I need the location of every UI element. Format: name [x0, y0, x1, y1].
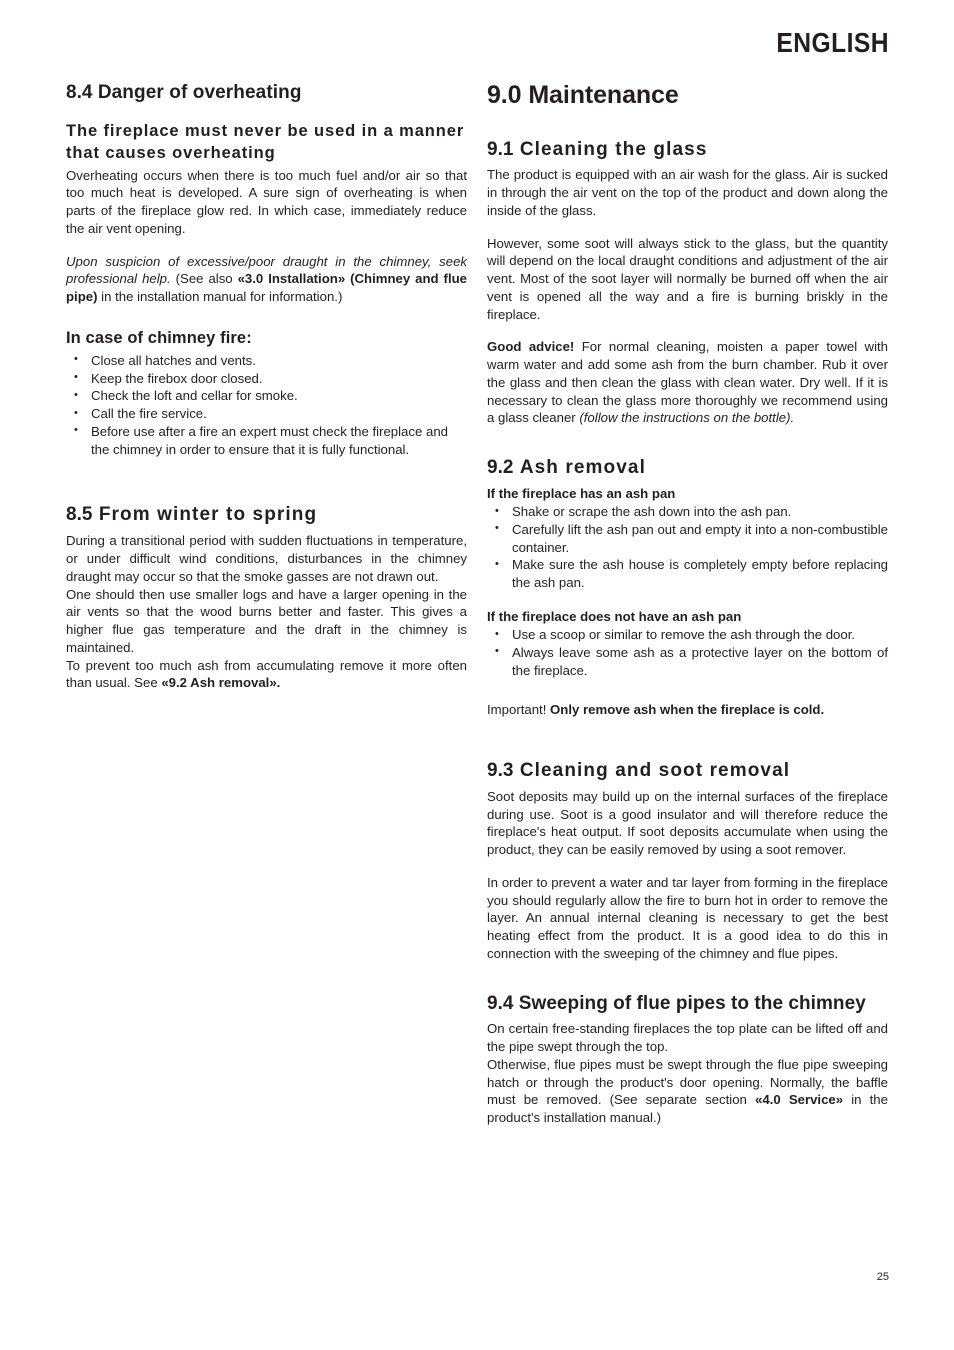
paragraph-sweeping-hatch	[487, 1056, 888, 1127]
list-no-ash-pan-steps	[487, 626, 888, 679]
text-cleaning-method: For normal cleaning, moisten a paper towel with warm water and add some ash from the burn chamber. Rub it over the glass and then clean the glass with clean water. Dry well. If it is necessary to clean the glass more thoroughly we recommend using a glass cleaner	[487, 339, 888, 426]
spacer	[487, 963, 888, 993]
left-column	[66, 82, 467, 692]
running-header-english: ENGLISH	[776, 27, 889, 58]
heading-9-1	[487, 139, 888, 161]
paragraph-soot-deposits: Soot deposits may build up on the internal surfaces of the fireplace during use. Soot is a good insulator and will therefore reduce the fireplace's heat output. If soot deposits accumulate when using the product, they can be easily removed by using a soot remover.	[487, 788, 888, 858]
heading-9-3	[487, 760, 888, 782]
text-italic-bottle-instructions: (follow the instructions on the bottle).	[579, 410, 795, 426]
list-item: • Before use after a fire an expert must check the fireplace and the chimney in order to ensure that it is fully functional.	[66, 423, 467, 459]
heading-8-5	[66, 504, 467, 526]
list-item: • Always leave some ash as a protective layer on the bottom of the fireplace.	[487, 644, 888, 680]
heading-8-5-number: 8.5	[66, 504, 93, 526]
list-item: • Close all hatches and vents.	[66, 352, 467, 370]
heading-9-4-title: Sweeping of flue pipes to the chimney	[518, 992, 866, 1014]
heading-9-3-number: 9.3	[487, 760, 514, 781]
spacer	[66, 488, 467, 504]
list-item: • Check the loft and cellar for smoke.	[66, 387, 467, 405]
heading-9-0-maintenance	[487, 82, 888, 110]
page-number: 25	[876, 1271, 889, 1283]
text-important-cold: Only remove ash when the fireplace is cold.	[546, 702, 825, 718]
text-otherwise-sweeping: Otherwise, flue pipes must be swept through the flue pipe sweeping hatch or through the product's door opening. Normally, the baffle must be removed. (See separate section	[487, 1056, 888, 1108]
list-item: • Keep the firebox door closed.	[66, 370, 467, 388]
heading-9-3-title: Cleaning and soot removal	[519, 760, 791, 781]
spacer	[487, 679, 888, 701]
heading-9-0-number: 9.0	[487, 81, 522, 109]
spacer	[66, 306, 467, 328]
heading-8-4	[66, 82, 467, 104]
subheading-has-ash-pan: If the fireplace has an ash pan	[487, 485, 676, 501]
subheading-overheating-warning: The fireplace must never be used in a manner that causes overheating	[66, 121, 465, 162]
spacer	[487, 427, 888, 457]
heading-9-2-title: Ash removal	[519, 457, 646, 479]
two-column-body	[66, 82, 888, 1222]
text-installation-manual: in the product's installation manual.)	[487, 1092, 888, 1126]
paragraph-draught-suspicion	[66, 253, 467, 306]
spacer	[487, 592, 888, 608]
paragraph-good-advice	[487, 338, 888, 427]
list-item: • Carefully lift the ash pan out and empty it into a non-combustible container.	[487, 521, 888, 557]
paragraph-prevent-ash	[66, 657, 467, 693]
label-important: Important!	[487, 702, 547, 718]
heading-8-4-title: Danger of overheating	[97, 82, 302, 103]
text-manual-info: in the installation manual for information.)	[97, 289, 343, 305]
spacer	[66, 458, 467, 488]
text-see-also: (See also	[170, 271, 238, 287]
heading-8-5-title: From winter to spring	[98, 504, 318, 526]
reference-9-2-ash-removal: «9.2 Ash removal».	[161, 675, 281, 691]
heading-8-4-number: 8.4	[66, 82, 93, 103]
heading-9-4-number: 9.4	[487, 992, 514, 1014]
spacer	[487, 749, 888, 760]
paragraph-soot-on-glass: However, some soot will always stick to the glass, but the quantity will depend on the local draught conditions and adjustment of the air vent. Most of the soot layer will normally be burned off when the air vent is opened all the way and a fire is burning briskly in the fireplace.	[487, 235, 888, 322]
paragraph-air-wash: The product is equipped with an air wash for the glass. Air is sucked in through the air vent on the top of the product and down along the inside of the glass.	[487, 167, 888, 218]
subheading-chimney-fire: In case of chimney fire:	[66, 328, 252, 347]
heading-9-1-title: Cleaning the glass	[519, 138, 708, 160]
spacer	[487, 719, 888, 749]
subheading-no-ash-pan: If the fireplace does not have an ash pan	[487, 608, 742, 624]
text-italic-suspicion: Upon suspicion of excessive/poor draught in the chimney, seek professional help.	[66, 253, 467, 287]
text-prevent-ash: To prevent too much ash from accumulating remove it more often than usual. See	[66, 657, 467, 691]
paragraph-important-notice	[487, 701, 888, 719]
paragraph-smaller-logs: One should then use smaller logs and have a larger opening in the air vents so that the wood burns better and faster. This gives a higher flue gas temperature and the draft in the chimney is maintained.	[66, 586, 467, 655]
list-item: • Make sure the ash house is completely empty before replacing the ash pan.	[487, 556, 888, 592]
paragraph-top-plate-lifted: On certain free-standing fireplaces the top plate can be lifted off and the pipe swept through the top.	[487, 1021, 888, 1055]
list-item: • Call the fire service.	[66, 405, 467, 423]
paragraph-overheating-occurs: Overheating occurs when there is too much fuel and/or air so that too much heat is developed. A sure sign of overheating is when parts of the fireplace glow red. In which case, immediately reduce the air vent opening.	[66, 167, 467, 236]
label-good-advice: Good advice!	[487, 339, 575, 355]
list-item: • Use a scoop or similar to remove the ash through the door.	[487, 626, 888, 644]
heading-9-4	[487, 993, 888, 1015]
list-item: • Shake or scrape the ash down into the ash pan.	[487, 503, 888, 521]
heading-9-0-title: Maintenance	[528, 81, 679, 109]
list-has-ash-pan-steps	[487, 503, 888, 592]
heading-9-2	[487, 457, 888, 479]
spacer	[487, 123, 888, 139]
reference-3-0-installation: «3.0 Installation» (Chimney and flue pipe)	[66, 271, 467, 305]
heading-9-2-number: 9.2	[487, 457, 514, 479]
right-column	[487, 82, 888, 1127]
paragraph-transitional-period: During a transitional period with sudden fluctuations in temperature, or under difficult wind conditions, disturbances in the chimney draught may occur so that the smoke gasses are not drawn out.	[66, 533, 467, 584]
reference-4-0-service: «4.0 Service»	[755, 1092, 844, 1108]
spacer	[66, 110, 467, 121]
heading-9-1-number: 9.1	[487, 138, 514, 160]
list-chimney-fire-steps	[66, 352, 467, 459]
paragraph-prevent-tar-layer: In order to prevent a water and tar layer from forming in the fireplace you should regularly allow the fire to burn hot in order to remove the layer. An annual internal cleaning is necessary to get the best heating effect from the product. It is a good idea to do this in connection with the sweeping of the chimney and flue pipes.	[487, 874, 888, 961]
